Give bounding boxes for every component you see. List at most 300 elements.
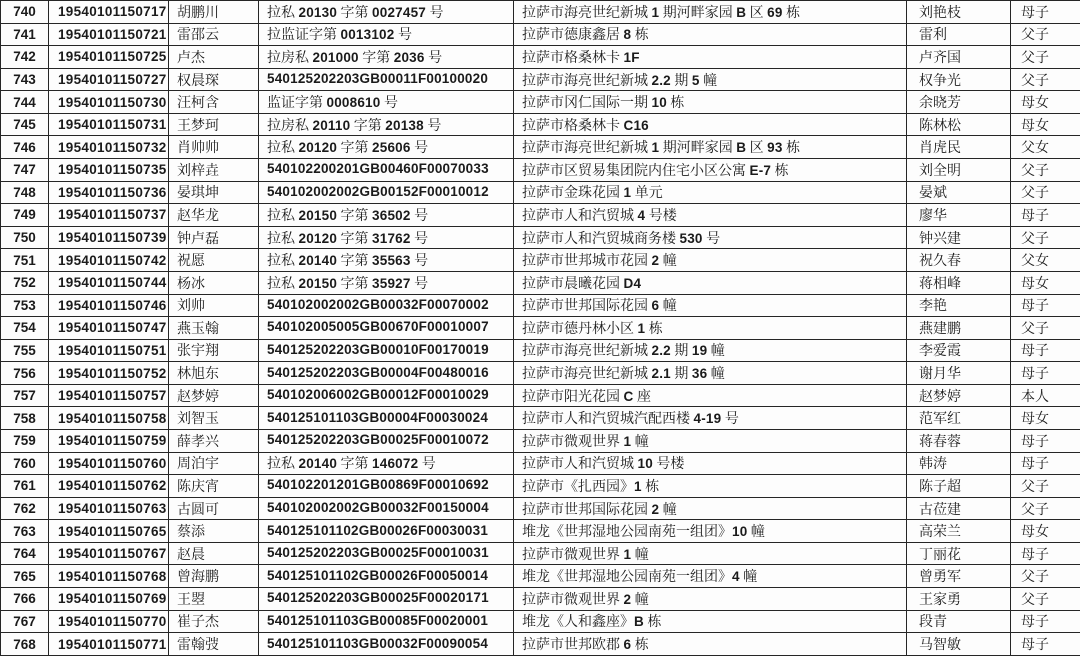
cell-person-name: 古圆可 bbox=[169, 497, 259, 520]
cell-person-name: 周泊宇 bbox=[169, 452, 259, 475]
cell-person-name: 胡鹏川 bbox=[169, 1, 259, 24]
table-row bbox=[1, 384, 1080, 407]
table-row bbox=[1, 136, 1080, 159]
cell-relationship: 母子 bbox=[1011, 542, 1080, 565]
cell-person-name: 杨冰 bbox=[169, 271, 259, 294]
cell-person-name: 曾海鹏 bbox=[169, 565, 259, 588]
cell-certificate-number: 拉私 20120 字第 25606 号 bbox=[259, 136, 514, 159]
cell-registration-id: 19540101150751 bbox=[49, 339, 169, 362]
cell-registration-id: 19540101150725 bbox=[49, 46, 169, 69]
cell-registration-id: 19540101150771 bbox=[49, 633, 169, 656]
ascii-run: 6 bbox=[623, 637, 632, 653]
cell-sequence-number: 762 bbox=[1, 497, 49, 520]
ascii-run: 2 bbox=[651, 253, 660, 269]
cell-relationship: 母子 bbox=[1011, 1, 1080, 24]
ascii-run: 25606 bbox=[372, 140, 411, 156]
cell-relative-name: 刘艳枝 bbox=[907, 1, 1011, 24]
cell-relationship: 父子 bbox=[1011, 159, 1080, 182]
cell-relative-name: 赵梦婷 bbox=[907, 384, 1011, 407]
cell-registration-id: 19540101150770 bbox=[49, 610, 169, 633]
cell-relative-name: 陈子超 bbox=[907, 475, 1011, 498]
ascii-run: 146072 bbox=[372, 456, 419, 472]
ascii-run: 540125101103GB00004F00030024 bbox=[267, 409, 489, 425]
ascii-run: 201000 bbox=[312, 49, 359, 65]
cell-registration-id: 19540101150727 bbox=[49, 68, 169, 91]
ascii-run: 1 bbox=[623, 546, 632, 562]
ascii-run: 540102002002GB00032F00070002 bbox=[267, 296, 489, 312]
cell-relationship: 母子 bbox=[1011, 294, 1080, 317]
cell-person-name: 陈庆宵 bbox=[169, 475, 259, 498]
cell-sequence-number: 744 bbox=[1, 91, 49, 114]
ascii-run: 31762 bbox=[372, 230, 411, 246]
cell-relative-name: 曾勇军 bbox=[907, 565, 1011, 588]
table-row bbox=[1, 610, 1080, 633]
cell-relationship: 父子 bbox=[1011, 226, 1080, 249]
cell-sequence-number: 768 bbox=[1, 633, 49, 656]
cell-sequence-number: 767 bbox=[1, 610, 49, 633]
cell-person-name: 刘智玉 bbox=[169, 407, 259, 430]
table-row bbox=[1, 159, 1080, 182]
cell-property-address: 拉萨市海亮世纪新城 1 期河畔家园 B 区 93 栋 bbox=[514, 136, 907, 159]
cell-property-address: 拉萨市德康鑫居 8 栋 bbox=[514, 23, 907, 46]
ascii-run: 2.1 bbox=[651, 366, 671, 382]
cell-person-name: 崔子杰 bbox=[169, 610, 259, 633]
cell-certificate-number bbox=[259, 294, 514, 317]
cell-registration-id: 19540101150747 bbox=[49, 317, 169, 340]
table-row bbox=[1, 1, 1080, 24]
cell-relative-name: 燕建鹏 bbox=[907, 317, 1011, 340]
cell-sequence-number: 745 bbox=[1, 113, 49, 136]
cell-sequence-number: 740 bbox=[1, 1, 49, 24]
cell-registration-id: 19540101150732 bbox=[49, 136, 169, 159]
ascii-run: 35563 bbox=[372, 253, 411, 269]
cell-registration-id: 19540101150768 bbox=[49, 565, 169, 588]
ascii-run: B bbox=[634, 614, 644, 630]
cell-relationship: 父子 bbox=[1011, 68, 1080, 91]
cell-certificate-number bbox=[259, 429, 514, 452]
ascii-run: 0027457 bbox=[372, 4, 427, 20]
cell-certificate-number bbox=[259, 633, 514, 656]
cell-relationship: 本人 bbox=[1011, 384, 1080, 407]
cell-registration-id: 19540101150765 bbox=[49, 520, 169, 543]
ascii-run: 1 bbox=[623, 433, 632, 449]
cell-sequence-number: 761 bbox=[1, 475, 49, 498]
cell-registration-id: 19540101150767 bbox=[49, 542, 169, 565]
cell-sequence-number: 752 bbox=[1, 271, 49, 294]
ascii-run: 4 bbox=[732, 569, 740, 585]
cell-certificate-number bbox=[259, 159, 514, 182]
cell-relative-name: 权争光 bbox=[907, 68, 1011, 91]
cell-sequence-number: 760 bbox=[1, 452, 49, 475]
cell-certificate-number bbox=[259, 181, 514, 204]
table-body bbox=[1, 1, 1080, 656]
ascii-run: 5 bbox=[691, 72, 700, 88]
ascii-run: 540102002002GB00152F00010012 bbox=[267, 183, 489, 199]
cell-sequence-number: 757 bbox=[1, 384, 49, 407]
ascii-run: 540125101103GB00032F00090054 bbox=[267, 635, 489, 651]
cell-sequence-number: 759 bbox=[1, 429, 49, 452]
cell-property-address: 堆龙《世邦湿地公园南苑一组团》4 幢 bbox=[514, 565, 907, 588]
cell-property-address: 拉萨市人和汽贸城商务楼 530 号 bbox=[514, 226, 907, 249]
cell-sequence-number: 751 bbox=[1, 249, 49, 272]
table-row bbox=[1, 588, 1080, 611]
cell-property-address: 拉萨市海亮世纪新城 2.2 期 19 幢 bbox=[514, 339, 907, 362]
ascii-run: 20110 bbox=[312, 117, 351, 133]
ascii-run: 540125202203GB00011F00100020 bbox=[267, 71, 489, 87]
table-row bbox=[1, 497, 1080, 520]
table-row bbox=[1, 181, 1080, 204]
table-row bbox=[1, 271, 1080, 294]
cell-person-name: 汪柯含 bbox=[169, 91, 259, 114]
cell-sequence-number: 742 bbox=[1, 46, 49, 69]
cell-relationship: 母女 bbox=[1011, 271, 1080, 294]
ascii-run: 540125202203GB00004F00480016 bbox=[267, 364, 489, 380]
cell-certificate-number bbox=[259, 497, 514, 520]
cell-sequence-number: 758 bbox=[1, 407, 49, 430]
cell-relative-name: 雷利 bbox=[907, 23, 1011, 46]
cell-property-address: 拉萨市格桑林卡 C16 bbox=[514, 113, 907, 136]
cell-person-name: 蔡添 bbox=[169, 520, 259, 543]
table-row bbox=[1, 46, 1080, 69]
cell-sequence-number: 748 bbox=[1, 181, 49, 204]
cell-registration-id: 19540101150717 bbox=[49, 1, 169, 24]
cell-relative-name: 丁丽花 bbox=[907, 542, 1011, 565]
cell-relationship: 父子 bbox=[1011, 181, 1080, 204]
cell-person-name: 卢杰 bbox=[169, 46, 259, 69]
cell-person-name: 王梦珂 bbox=[169, 113, 259, 136]
cell-property-address: 拉萨市《扎西园》1 栋 bbox=[514, 475, 907, 498]
cell-registration-id: 19540101150737 bbox=[49, 204, 169, 227]
table-row bbox=[1, 407, 1080, 430]
cell-relative-name: 祝久春 bbox=[907, 249, 1011, 272]
cell-property-address: 拉萨市阳光花园 C 座 bbox=[514, 384, 907, 407]
cell-relative-name: 蒋春蓉 bbox=[907, 429, 1011, 452]
ascii-run: B bbox=[736, 140, 747, 156]
cell-sequence-number: 764 bbox=[1, 542, 49, 565]
cell-relationship: 母女 bbox=[1011, 520, 1080, 543]
ascii-run: 10 bbox=[637, 456, 653, 472]
cell-sequence-number: 743 bbox=[1, 68, 49, 91]
table-row bbox=[1, 226, 1080, 249]
cell-relationship: 父女 bbox=[1011, 249, 1080, 272]
cell-property-address: 堆龙《世邦湿地公园南苑一组团》10 幢 bbox=[514, 520, 907, 543]
cell-registration-id: 19540101150769 bbox=[49, 588, 169, 611]
ascii-run: 1 bbox=[651, 4, 660, 20]
ascii-run: 1 bbox=[637, 320, 646, 336]
ascii-run: 540102005005GB00670F00010007 bbox=[267, 319, 489, 335]
cell-relationship: 母子 bbox=[1011, 362, 1080, 385]
ascii-run: 36 bbox=[691, 366, 708, 382]
cell-relative-name: 韩涛 bbox=[907, 452, 1011, 475]
cell-property-address: 拉萨市世邦欧郡 6 栋 bbox=[514, 633, 907, 656]
cell-person-name: 雷邵云 bbox=[169, 23, 259, 46]
cell-sequence-number: 765 bbox=[1, 565, 49, 588]
cell-registration-id: 19540101150758 bbox=[49, 407, 169, 430]
cell-certificate-number bbox=[259, 362, 514, 385]
table-row bbox=[1, 565, 1080, 588]
cell-sequence-number: 755 bbox=[1, 339, 49, 362]
cell-property-address: 拉萨市世邦国际花园 6 幢 bbox=[514, 294, 907, 317]
cell-property-address: 堆龙《人和鑫座》B 栋 bbox=[514, 610, 907, 633]
table-row bbox=[1, 294, 1080, 317]
cell-relative-name: 段青 bbox=[907, 610, 1011, 633]
cell-certificate-number bbox=[259, 475, 514, 498]
table-row bbox=[1, 317, 1080, 340]
cell-relationship: 父子 bbox=[1011, 46, 1080, 69]
cell-registration-id: 19540101150731 bbox=[49, 113, 169, 136]
ascii-run: 4 bbox=[637, 207, 646, 223]
ascii-run: 540125202203GB00025F00010031 bbox=[267, 545, 489, 561]
cell-property-address: 拉萨市世邦国际花园 2 幢 bbox=[514, 497, 907, 520]
cell-relationship: 母子 bbox=[1011, 339, 1080, 362]
cell-property-address: 拉萨市微观世界 1 幢 bbox=[514, 542, 907, 565]
ascii-run: 93 bbox=[767, 140, 783, 156]
cell-certificate-number bbox=[259, 317, 514, 340]
ascii-run: 35927 bbox=[372, 275, 411, 291]
cell-sequence-number: 754 bbox=[1, 317, 49, 340]
cell-relationship: 母子 bbox=[1011, 610, 1080, 633]
cell-person-name: 刘梓垚 bbox=[169, 159, 259, 182]
table-row bbox=[1, 362, 1080, 385]
table-row bbox=[1, 520, 1080, 543]
cell-property-address: 拉萨市冈仁国际一期 10 栋 bbox=[514, 91, 907, 114]
cell-certificate-number: 拉私 20150 字第 36502 号 bbox=[259, 204, 514, 227]
cell-registration-id: 19540101150746 bbox=[49, 294, 169, 317]
cell-person-name: 晏琪坤 bbox=[169, 181, 259, 204]
cell-relationship: 父子 bbox=[1011, 23, 1080, 46]
cell-person-name: 钟卢磊 bbox=[169, 226, 259, 249]
ascii-run: 2.2 bbox=[651, 343, 671, 359]
cell-relationship: 母子 bbox=[1011, 429, 1080, 452]
cell-certificate-number bbox=[259, 610, 514, 633]
ascii-run: 2036 bbox=[393, 49, 425, 65]
cell-certificate-number: 监证字第 0008610 号 bbox=[259, 91, 514, 114]
cell-relationship: 母女 bbox=[1011, 91, 1080, 114]
ascii-run: 0008610 bbox=[326, 95, 381, 111]
cell-certificate-number: 拉私 20130 字第 0027457 号 bbox=[259, 1, 514, 24]
ascii-run: 20140 bbox=[298, 253, 338, 269]
table-row bbox=[1, 68, 1080, 91]
cell-certificate-number: 拉私 20150 字第 35927 号 bbox=[259, 271, 514, 294]
ascii-run: 540102006002GB00012F00010029 bbox=[267, 387, 489, 403]
cell-sequence-number: 756 bbox=[1, 362, 49, 385]
table-row bbox=[1, 204, 1080, 227]
cell-person-name: 薛孝兴 bbox=[169, 429, 259, 452]
ascii-run: 20150 bbox=[298, 275, 338, 291]
ascii-run: 10 bbox=[732, 524, 748, 540]
table-row bbox=[1, 23, 1080, 46]
table-row bbox=[1, 633, 1080, 656]
cell-property-address: 拉萨市海亮世纪新城 2.2 期 5 幢 bbox=[514, 68, 907, 91]
cell-relative-name: 范军红 bbox=[907, 407, 1011, 430]
cell-registration-id: 19540101150757 bbox=[49, 384, 169, 407]
cell-person-name: 王曌 bbox=[169, 588, 259, 611]
table-row bbox=[1, 429, 1080, 452]
cell-relationship: 父子 bbox=[1011, 475, 1080, 498]
cell-relative-name: 肖虎民 bbox=[907, 136, 1011, 159]
cell-relationship: 父子 bbox=[1011, 565, 1080, 588]
cell-person-name: 赵华龙 bbox=[169, 204, 259, 227]
cell-property-address: 拉萨市德丹林小区 1 栋 bbox=[514, 317, 907, 340]
ascii-run: 1 bbox=[651, 140, 660, 156]
cell-relative-name: 余晓芳 bbox=[907, 91, 1011, 114]
cell-person-name: 祝愿 bbox=[169, 249, 259, 272]
cell-certificate-number: 拉私 20140 字第 35563 号 bbox=[259, 249, 514, 272]
ascii-run: 20138 bbox=[385, 117, 424, 133]
cell-relationship: 母子 bbox=[1011, 633, 1080, 656]
cell-certificate-number: 拉私 20140 字第 146072 号 bbox=[259, 452, 514, 475]
cell-sequence-number: 747 bbox=[1, 159, 49, 182]
cell-property-address: 拉萨市人和汽贸城 10 号楼 bbox=[514, 452, 907, 475]
cell-person-name: 赵晨 bbox=[169, 542, 259, 565]
cell-sequence-number: 750 bbox=[1, 226, 49, 249]
cell-relative-name: 晏斌 bbox=[907, 181, 1011, 204]
cell-person-name: 张宇翔 bbox=[169, 339, 259, 362]
cell-person-name: 权晨琛 bbox=[169, 68, 259, 91]
ascii-run: 530 bbox=[679, 230, 703, 246]
ascii-run: E-7 bbox=[749, 162, 772, 178]
table-row bbox=[1, 339, 1080, 362]
ascii-run: 20140 bbox=[298, 456, 338, 472]
cell-relative-name: 马智敏 bbox=[907, 633, 1011, 656]
table-row bbox=[1, 113, 1080, 136]
cell-relationship: 父子 bbox=[1011, 497, 1080, 520]
cell-sequence-number: 749 bbox=[1, 204, 49, 227]
ascii-run: C bbox=[623, 388, 634, 404]
cell-property-address: 拉萨市世邦城市花园 2 幢 bbox=[514, 249, 907, 272]
ascii-run: C16 bbox=[623, 117, 649, 133]
cell-certificate-number bbox=[259, 520, 514, 543]
cell-relative-name: 李艳 bbox=[907, 294, 1011, 317]
cell-certificate-number: 拉监证字第 0013102 号 bbox=[259, 23, 514, 46]
ascii-run: 2.2 bbox=[651, 72, 671, 88]
ascii-run: 540102002002GB00032F00150004 bbox=[267, 500, 489, 515]
cell-registration-id: 19540101150762 bbox=[49, 475, 169, 498]
cell-relationship: 母女 bbox=[1011, 113, 1080, 136]
ascii-run: B bbox=[736, 4, 747, 20]
ascii-run: 1 bbox=[623, 185, 632, 201]
ascii-run: 2 bbox=[651, 501, 660, 517]
cell-person-name: 赵梦婷 bbox=[169, 384, 259, 407]
cell-registration-id: 19540101150730 bbox=[49, 91, 169, 114]
cell-registration-id: 19540101150752 bbox=[49, 362, 169, 385]
cell-person-name: 燕玉翰 bbox=[169, 317, 259, 340]
cell-property-address: 拉萨市人和汽贸城 4 号楼 bbox=[514, 204, 907, 227]
ascii-run: 540102200201GB00460F00070033 bbox=[267, 161, 489, 177]
ascii-run: 540125202203GB00025F00020171 bbox=[267, 590, 489, 606]
table-row bbox=[1, 91, 1080, 114]
cell-certificate-number bbox=[259, 542, 514, 565]
cell-registration-id: 19540101150735 bbox=[49, 159, 169, 182]
ascii-run: 6 bbox=[651, 298, 660, 314]
cell-certificate-number bbox=[259, 68, 514, 91]
cell-relationship: 父女 bbox=[1011, 136, 1080, 159]
cell-property-address: 拉萨市微观世界 2 幢 bbox=[514, 588, 907, 611]
cell-relative-name: 卢齐国 bbox=[907, 46, 1011, 69]
table-row bbox=[1, 475, 1080, 498]
ascii-run: 540125101103GB00085F00020001 bbox=[267, 612, 489, 628]
cell-registration-id: 19540101150760 bbox=[49, 452, 169, 475]
cell-registration-id: 19540101150742 bbox=[49, 249, 169, 272]
cell-property-address: 拉萨市人和汽贸城汽配西楼 4-19 号 bbox=[514, 407, 907, 430]
cell-relative-name: 蒋相峰 bbox=[907, 271, 1011, 294]
ascii-run: 1 bbox=[634, 478, 642, 494]
cell-sequence-number: 741 bbox=[1, 23, 49, 46]
cell-property-address: 拉萨市海亮世纪新城 2.1 期 36 幢 bbox=[514, 362, 907, 385]
ascii-run: 540125202203GB00025F00010072 bbox=[267, 432, 489, 448]
cell-registration-id: 19540101150763 bbox=[49, 497, 169, 520]
cell-certificate-number: 拉房私 201000 字第 2036 号 bbox=[259, 46, 514, 69]
cell-relative-name: 古莅建 bbox=[907, 497, 1011, 520]
cell-certificate-number bbox=[259, 384, 514, 407]
ascii-run: 540125101102GB00026F00030031 bbox=[267, 522, 489, 538]
cell-property-address: 拉萨市微观世界 1 幢 bbox=[514, 429, 907, 452]
cell-certificate-number: 拉房私 20110 字第 20138 号 bbox=[259, 113, 514, 136]
cell-sequence-number: 766 bbox=[1, 588, 49, 611]
table-row bbox=[1, 452, 1080, 475]
table-row bbox=[1, 542, 1080, 565]
cell-person-name: 雷翰弢 bbox=[169, 633, 259, 656]
cell-person-name: 林旭东 bbox=[169, 362, 259, 385]
cell-property-address: 拉萨市格桑林卡 1F bbox=[514, 46, 907, 69]
ascii-run: 19 bbox=[691, 343, 708, 359]
ascii-run: 4-19 bbox=[693, 411, 722, 427]
cell-property-address: 拉萨市区贸易集团院内住宅小区公寓 E-7 栋 bbox=[514, 159, 907, 182]
cell-property-address: 拉萨市海亮世纪新城 1 期河畔家园 B 区 69 栋 bbox=[514, 1, 907, 24]
cell-certificate-number bbox=[259, 407, 514, 430]
ascii-run: 8 bbox=[623, 27, 632, 43]
ascii-run: 1F bbox=[623, 49, 640, 65]
ascii-run: 69 bbox=[767, 4, 783, 20]
cell-person-name: 肖帅帅 bbox=[169, 136, 259, 159]
cell-sequence-number: 763 bbox=[1, 520, 49, 543]
cell-sequence-number: 746 bbox=[1, 136, 49, 159]
cell-relationship: 母女 bbox=[1011, 407, 1080, 430]
cell-relative-name: 陈林松 bbox=[907, 113, 1011, 136]
cell-registration-id: 19540101150721 bbox=[49, 23, 169, 46]
cell-relationship: 父子 bbox=[1011, 317, 1080, 340]
cell-property-address: 拉萨市金珠花园 1 单元 bbox=[514, 181, 907, 204]
ascii-run: 540125101102GB00026F00050014 bbox=[267, 567, 489, 583]
ascii-run: 540125202203GB00010F00170019 bbox=[267, 341, 489, 357]
cell-relationship: 母子 bbox=[1011, 452, 1080, 475]
cell-sequence-number: 753 bbox=[1, 294, 49, 317]
cell-certificate-number bbox=[259, 339, 514, 362]
cell-relative-name: 刘全明 bbox=[907, 159, 1011, 182]
cell-certificate-number bbox=[259, 565, 514, 588]
cell-registration-id: 19540101150759 bbox=[49, 429, 169, 452]
cell-certificate-number: 拉私 20120 字第 31762 号 bbox=[259, 226, 514, 249]
ascii-run: 0013102 bbox=[340, 27, 395, 43]
cell-relative-name: 王家勇 bbox=[907, 588, 1011, 611]
cell-registration-id: 19540101150736 bbox=[49, 181, 169, 204]
cell-property-address: 拉萨市晨曦花园 D4 bbox=[514, 271, 907, 294]
ascii-run: 20150 bbox=[298, 207, 338, 223]
ascii-run: 10 bbox=[651, 95, 667, 111]
cell-registration-id: 19540101150744 bbox=[49, 271, 169, 294]
ascii-run: 36502 bbox=[372, 207, 411, 223]
cell-registration-id: 19540101150739 bbox=[49, 226, 169, 249]
ascii-run: 20120 bbox=[298, 140, 338, 156]
cell-relative-name: 谢月华 bbox=[907, 362, 1011, 385]
cell-relationship: 父子 bbox=[1011, 588, 1080, 611]
cell-relative-name: 廖华 bbox=[907, 204, 1011, 227]
ascii-run: 540102201201GB00869F00010692 bbox=[267, 477, 489, 493]
cell-relative-name: 高荣兰 bbox=[907, 520, 1011, 543]
cell-person-name: 刘帅 bbox=[169, 294, 259, 317]
ascii-run: 2 bbox=[623, 591, 632, 607]
cell-certificate-number bbox=[259, 588, 514, 611]
